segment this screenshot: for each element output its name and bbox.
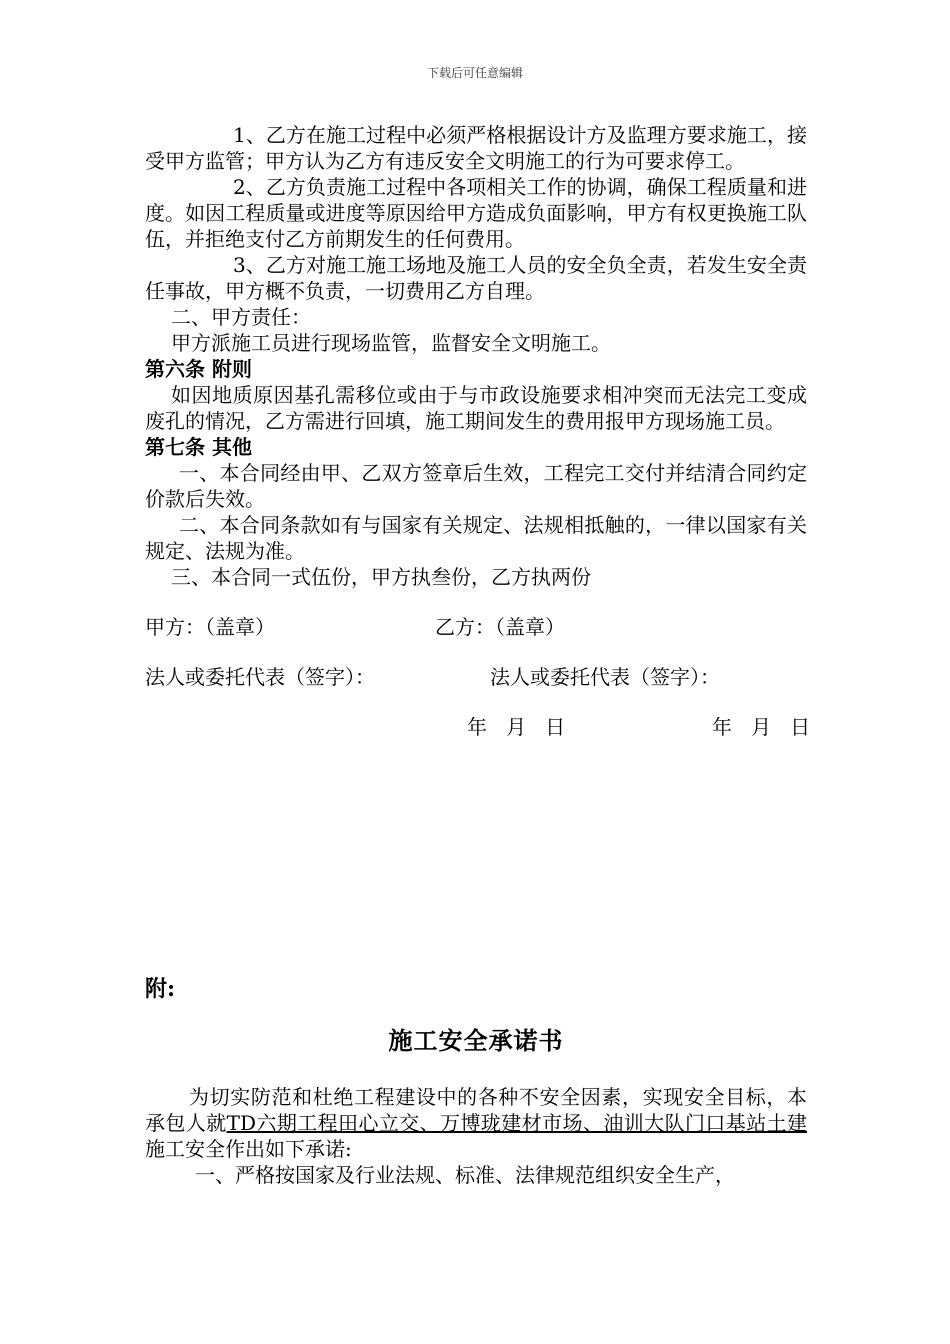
party-b-seal: 乙方：（盖章） (435, 615, 565, 639)
article7-item-3: 三、本合同一式伍份，甲方执叁份，乙方执两份 (171, 565, 591, 589)
party-a-duty-text: 甲方派施工员进行现场监管，监督安全文明施工。 (171, 331, 611, 355)
party-a-seal: 甲方：（盖章） (145, 615, 275, 639)
appendix-label: 附: (145, 976, 176, 1002)
representative-row (145, 664, 807, 690)
clause-1: 1、乙方在施工过程中必须严格根据设计方及监理方要求施工，接受甲方监管；甲方认为乙方有违反安全文明施工的行为可要求停工。 (145, 123, 807, 173)
article7-item-2: 二、本合同条款如有与国家有关规定、法规相抵触的，一律以国家有关规定、法规为准。 (145, 513, 807, 563)
article6-text: 如因地质原因基孔需移位或由于与市政设施要求相冲突而无法完工变成废孔的情况，乙方需进行回填，施工期间发生的费用报甲方现场施工员。 (145, 383, 807, 433)
date-row (145, 714, 811, 740)
party-b-date: 年 月 日 (712, 715, 811, 739)
intro-text-before: 为切实防范和杜绝工程建设中的各种不安全因素，实现安全目标，本承包人就 (145, 1085, 807, 1135)
article6-heading: 第六条 附则 (145, 357, 252, 381)
clause-2: 2、乙方负责施工过程中各项相关工作的协调，确保工程质量和进度。如因工程质量或进度等原因给甲方造成负面影响，甲方有权更换施工队伍，并拒绝支付乙方前期发生的任何费用。 (145, 175, 807, 251)
clause-3: 3、乙方对施工施工场地及施工人员的安全负全责，若发生安全责任事故，甲方概不负责，一切费用乙方自理。 (145, 253, 807, 303)
project-name: TD六期工程田心立交、万博珑建材市场、油训大队门口基站土建 (226, 1111, 808, 1135)
seal-row (145, 614, 807, 640)
party-b-representative: 法人或委托代表（签字）： (490, 665, 720, 689)
appendix-intro (145, 1084, 807, 1162)
intro-text-after: 施工安全作出如下承诺: (145, 1137, 352, 1161)
appendix-item-1: 一、严格按国家及行业法规、标准、法律规范组织安全生产， (195, 1163, 735, 1187)
party-a-representative: 法人或委托代表（签字）： (145, 665, 375, 689)
article7-item-1: 一、本合同经由甲、乙双方签章后生效，工程完工交付并结清合同约定价款后失效。 (145, 461, 807, 511)
document-body (145, 122, 811, 1188)
party-a-duty-heading: 二、甲方责任： (171, 305, 311, 329)
party-a-date: 年 月 日 (467, 715, 566, 739)
appendix-title: 施工安全承诺书 (388, 1026, 564, 1055)
article7-heading: 第七条 其他 (145, 435, 252, 459)
page-header: 下载后可任意编辑 (426, 66, 523, 80)
